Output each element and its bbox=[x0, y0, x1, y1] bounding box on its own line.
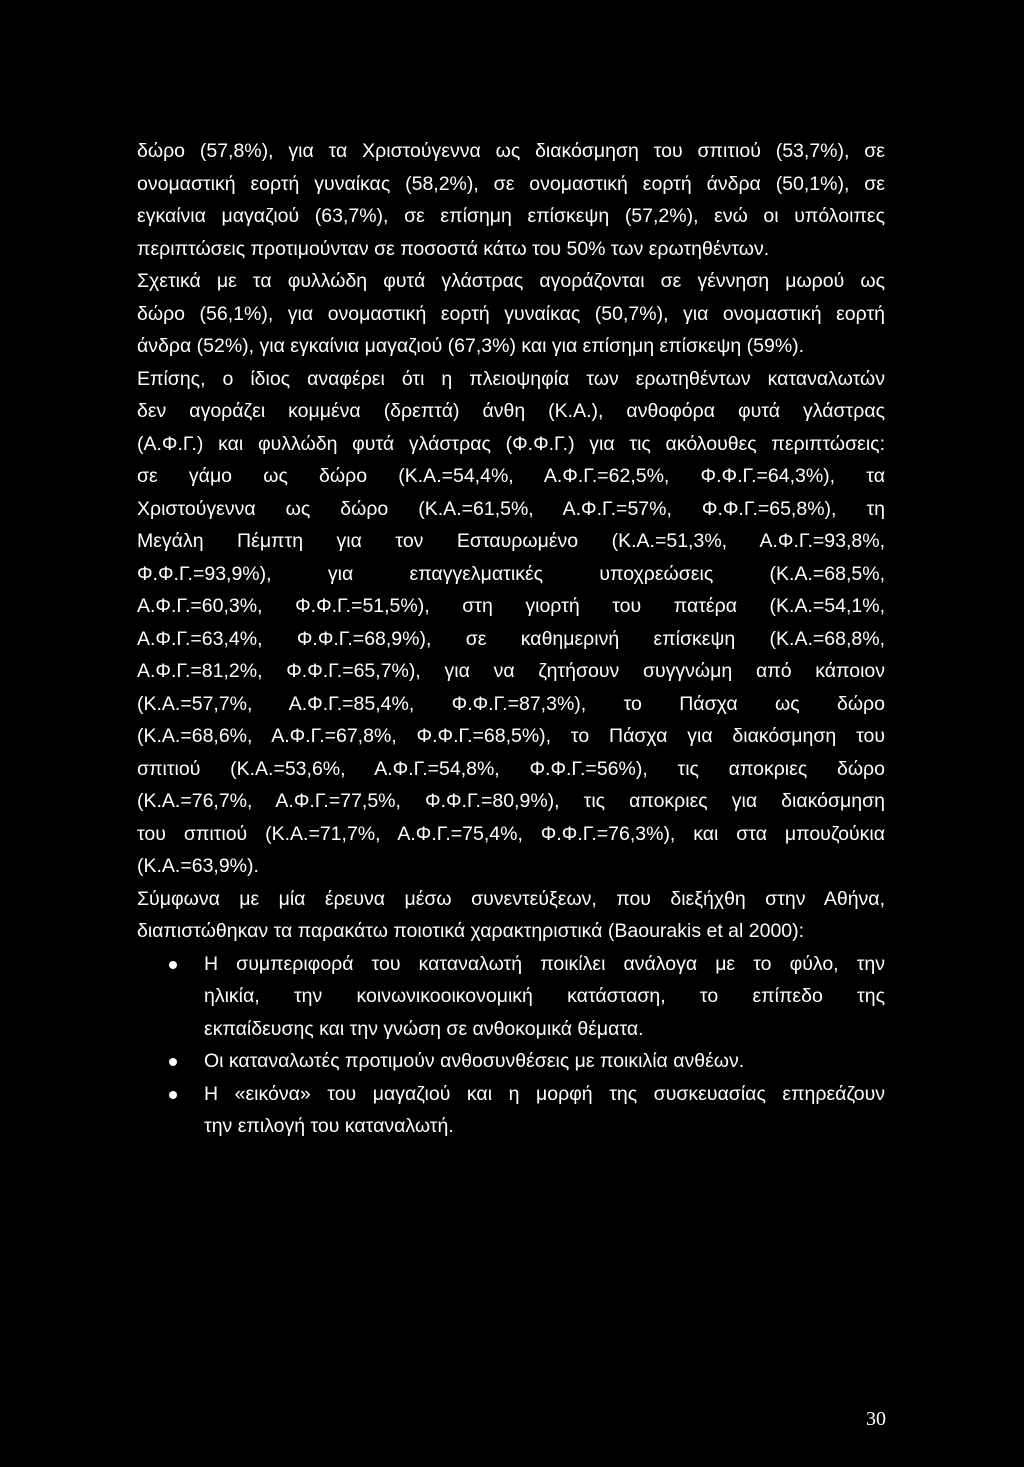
text-line: την επιλογή του καταναλωτή. bbox=[204, 1115, 454, 1137]
paragraph-4 bbox=[137, 883, 885, 948]
page-number: 30 bbox=[866, 1408, 886, 1430]
bullet-line bbox=[137, 1045, 885, 1078]
text-line: (Κ.Α.=57,7%, Α.Φ.Γ.=85,4%, Φ.Φ.Γ.=87,3%), το Πάσχα ως δώρο bbox=[137, 692, 885, 715]
text-line: περιπτώσεις προτιμούνταν σε ποσοστά κάτω του 50% των ερωτηθέντων. bbox=[137, 237, 770, 260]
bullet-line bbox=[137, 948, 885, 981]
text-line: ηλικία, την κοινωνικοοικονομική κατάσταση, το επίπεδο της bbox=[204, 985, 885, 1007]
text-line: (Κ.Α.=76,7%, Α.Φ.Γ.=77,5%, Φ.Φ.Γ.=80,9%), τις αποκριες για διακόσμηση bbox=[137, 790, 885, 812]
bullet-icon bbox=[169, 1058, 177, 1066]
paragraph-2 bbox=[137, 265, 885, 363]
text-line: διαπιστώθηκαν τα παρακάτω ποιοτικά χαρακτηριστικά (Baourakis et al 2000): bbox=[137, 920, 805, 942]
document-page bbox=[137, 135, 885, 1143]
text-line: Σχετικά με τα φυλλώδη φυτά γλάστρας αγοράζονται σε γέννηση μωρού ως bbox=[137, 270, 885, 292]
text-line: άνδρα (52%), για εγκαίνια μαγαζιού (67,3%) και για επίσημη επίσκεψη (59%). bbox=[137, 335, 805, 357]
bullet-text: Η «εικόνα» του μαγαζιού και η μορφή της συσκευασίας επηρεάζουν bbox=[204, 1082, 885, 1105]
text-line: Μεγάλη Πέμπτη για τον Εσταυρωμένο (Κ.Α.=51,3%, Α.Φ.Γ.=93,8%, bbox=[137, 530, 885, 552]
text-line: δώρο (57,8%), για τα Χριστούγεννα ως διακόσμηση του σπιτιού (53,7%), σε bbox=[137, 140, 885, 162]
text-line: σπιτιού (Κ.Α.=53,6%, Α.Φ.Γ.=54,8%, Φ.Φ.Γ.=56%), τις αποκριες δώρο bbox=[137, 757, 885, 780]
text-line: (Κ.Α.=68,6%, Α.Φ.Γ.=67,8%, Φ.Φ.Γ.=68,5%), το Πάσχα για διακόσμηση του bbox=[137, 725, 885, 747]
text-line: Επίσης, ο ίδιος αναφέρει ότι η πλειοψηφία των ερωτηθέντων καταναλωτών bbox=[137, 367, 885, 390]
text-line: εκπαίδευσης και την γνώση σε ανθοκομικά θέματα. bbox=[204, 1017, 644, 1040]
text-line: του σπιτιού (Κ.Α.=71,7%, Α.Φ.Γ.=75,4%, Φ.Φ.Γ.=76,3%), και στα μπουζούκια bbox=[137, 822, 885, 845]
text-line: Σύμφωνα με μία έρευνα μέσω συνεντεύξεων, που διεξήχθη στην Αθήνα, bbox=[137, 887, 885, 910]
list-item bbox=[137, 1045, 885, 1078]
text-line: δώρο (56,1%), για ονομαστική εορτή γυναίκας (50,7%), για ονομαστική εορτή bbox=[137, 302, 885, 325]
text-line: (Α.Φ.Γ.) και φυλλώδη φυτά γλάστρας (Φ.Φ.Γ.) για τις ακόλουθες περιπτώσεις: bbox=[137, 432, 885, 455]
bullet-text: Οι καταναλωτές προτιμούν ανθοσυνθέσεις με ποικιλία ανθέων. bbox=[204, 1050, 745, 1072]
bullet-text: Η συμπεριφορά του καταναλωτή ποικίλει ανάλογα με το φύλο, την bbox=[204, 952, 885, 975]
text-line: εγκαίνια μαγαζιού (63,7%), σε επίσημη επίσκεψη (57,2%), ενώ οι υπόλοιπες bbox=[137, 205, 885, 227]
list-item bbox=[137, 1078, 885, 1143]
text-line: ονομαστική εορτή γυναίκας (58,2%), σε ονομαστική εορτή άνδρα (50,1%), σε bbox=[137, 172, 885, 195]
bullet-line bbox=[137, 1078, 885, 1111]
text-line: Φ.Φ.Γ.=93,9%), για επαγγελματικές υποχρεώσεις (Κ.Α.=68,5%, bbox=[137, 562, 885, 585]
text-line: Α.Φ.Γ.=81,2%, Φ.Φ.Γ.=65,7%), για να ζητήσουν συγγνώμη από κάποιον bbox=[137, 660, 885, 682]
text-line: Α.Φ.Γ.=63,4%, Φ.Φ.Γ.=68,9%), σε καθημερινή επίσκεψη (Κ.Α.=68,8%, bbox=[137, 627, 885, 650]
text-line: σε γάμο ως δώρο (Κ.Α.=54,4%, Α.Φ.Γ.=62,5%, Φ.Φ.Γ.=64,3%), τα bbox=[137, 465, 885, 487]
list-item bbox=[137, 948, 885, 1046]
paragraph-3 bbox=[137, 363, 885, 883]
paragraph-1 bbox=[137, 135, 885, 265]
text-line: Χριστούγεννα ως δώρο (Κ.Α.=61,5%, Α.Φ.Γ.=57%, Φ.Φ.Γ.=65,8%), τη bbox=[137, 497, 885, 520]
text-line: Α.Φ.Γ.=60,3%, Φ.Φ.Γ.=51,5%), στη γιορτή του πατέρα (Κ.Α.=54,1%, bbox=[137, 595, 885, 617]
bullet-icon bbox=[169, 1091, 177, 1099]
bullet-list bbox=[137, 948, 885, 1143]
text-line: δεν αγοράζει κομμένα (δρεπτά) άνθη (Κ.Α.), ανθοφόρα φυτά γλάστρας bbox=[137, 400, 885, 422]
bullet-icon bbox=[169, 961, 177, 969]
text-line: (Κ.Α.=63,9%). bbox=[137, 855, 259, 877]
